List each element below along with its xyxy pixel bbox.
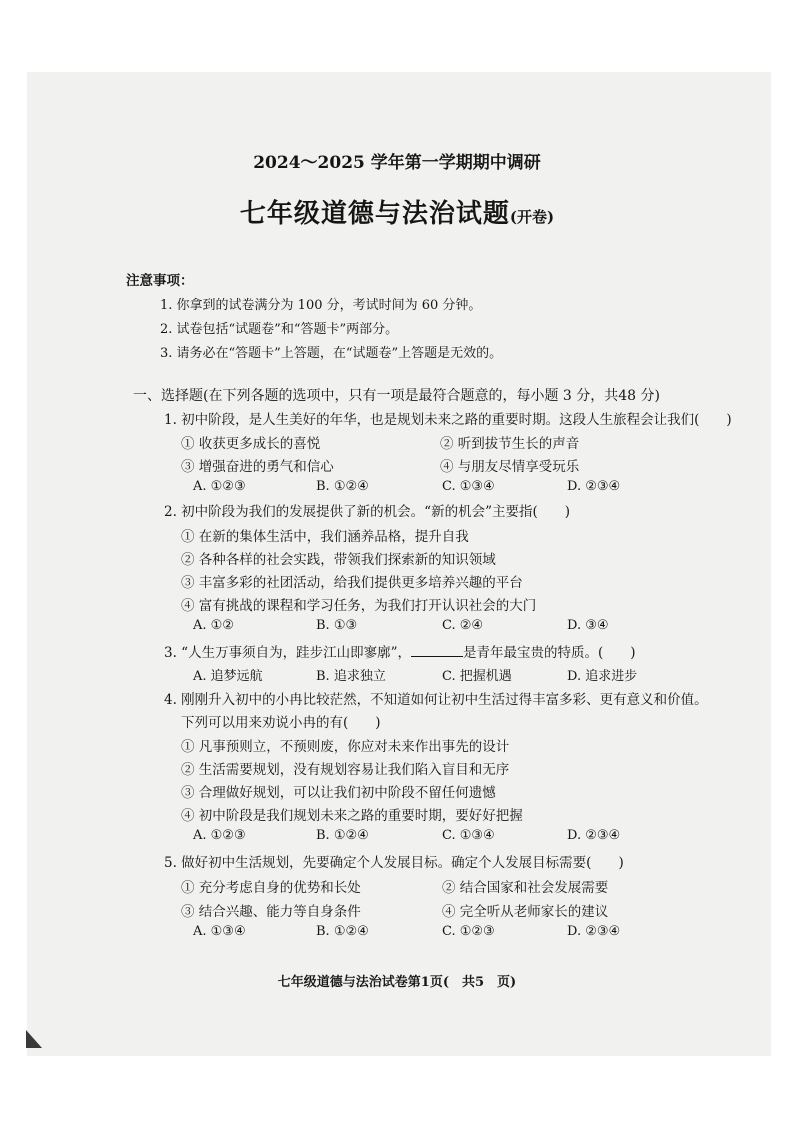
question-2-stem: 2. 初中阶段为我们的发展提供了新的机会。“新的机会”主要指( ) (164, 504, 571, 520)
question-2-option: ③ 丰富多彩的社团活动，给我们提供更多培养兴趣的平台 (181, 575, 523, 591)
question-4-stem-continued: 下列可以用来劝说小冉的有( ) (181, 715, 381, 731)
question-5-choice-c: C. ①②③ (442, 924, 495, 939)
question-1-option: ③ 增强奋进的勇气和信心 (181, 459, 334, 475)
exam-title-note: (开卷) (509, 208, 555, 226)
question-1-choice-c: C. ①③④ (442, 479, 495, 494)
question-5-option: ① 充分考虑自身的优势和长处 (181, 880, 361, 896)
question-1-choice-b: B. ①②④ (316, 479, 369, 494)
notice-item: 1. 你拿到的试卷满分为 100 分，考试时间为 60 分钟。 (160, 298, 482, 313)
question-5-choice-d: D. ②③④ (567, 924, 621, 939)
question-3-choice-d: D. 追求进步 (567, 669, 638, 684)
question-1-stem: 1. 初中阶段，是人生美好的年华，也是规划未来之路的重要时期。这段人生旅程会让我们( ) (164, 412, 732, 428)
question-1-option: ② 听到拔节生长的声音 (440, 436, 580, 452)
question-1-choice-a: A. ①②③ (193, 479, 246, 494)
question-2-choice-c: C. ②④ (442, 618, 484, 633)
question-5-choice-a: A. ①③④ (193, 924, 246, 939)
question-5-option: ③ 结合兴趣、能力等自身条件 (181, 904, 361, 920)
question-2-choice-b: B. ①③ (316, 618, 358, 633)
section-heading: 一、选择题(在下列各题的选项中，只有一项是最符合题意的，每小题 3 分，共48 分) (133, 388, 660, 404)
question-4-choice-c: C. ①③④ (442, 828, 495, 843)
question-1-option: ① 收获更多成长的喜悦 (181, 436, 321, 452)
question-4-choice-a: A. ①②③ (193, 828, 246, 843)
exam-title-text: 七年级道德与法治试题 (239, 199, 510, 229)
question-4-option: ① 凡事预则立，不预则废，你应对未来作出事先的设计 (181, 739, 510, 755)
question-3-choice-a: A. 追梦远航 (193, 669, 263, 684)
question-4-option: ② 生活需要规划，没有规划容易让我们陷入盲目和无序 (181, 762, 510, 778)
question-5-option: ④ 完全听从老师家长的建议 (442, 904, 609, 920)
exam-title (0, 193, 794, 230)
answer-blank (411, 644, 463, 657)
question-2-option: ② 各种各样的社会实践，带领我们探索新的知识领域 (181, 552, 496, 568)
notice-heading: 注意事项： (126, 273, 194, 289)
question-4-option: ③ 合理做好规划，可以让我们初中阶段不留任何遗憾 (181, 785, 496, 801)
notice-item: 2. 试卷包括“试题卷”和“答题卡”两部分。 (160, 322, 399, 337)
question-4-option: ④ 初中阶段是我们规划未来之路的重要时期，要好好把握 (181, 808, 523, 824)
page-footer: 七年级道德与法治试卷第1页( 共5 页) (277, 975, 517, 990)
question-2-choice-a: A. ①② (193, 618, 234, 633)
question-2-choice-d: D. ③④ (567, 618, 609, 633)
question-4-choice-d: D. ②③④ (567, 828, 621, 843)
scan-corner-shadow (26, 1030, 42, 1048)
question-5-choice-b: B. ①②④ (316, 924, 369, 939)
question-2-option: ① 在新的集体生活中，我们涵养品格，提升自我 (181, 529, 469, 545)
question-3-choice-b: B. 追求独立 (316, 669, 386, 684)
notice-item: 3. 请务必在“答题卡”上答题，在“试题卷”上答题是无效的。 (160, 346, 503, 361)
question-3-stem-after: 是青年最宝贵的特质。( ) (462, 645, 636, 661)
question-4-stem: 4. 刚刚升入初中的小冉比较茫然，不知道如何让初中生活过得丰富多彩、更有意义和价值。 (164, 692, 708, 708)
question-3-stem (164, 641, 636, 661)
exam-subtitle: 2024～2025 学年第一学期期中调研 (253, 153, 541, 173)
question-1-option: ④ 与朋友尽情享受玩乐 (440, 459, 580, 475)
question-3-choice-c: C. 把握机遇 (442, 669, 512, 684)
question-5-stem: 5. 做好初中生活规划，先要确定个人发展目标。确定个人发展目标需要( ) (164, 855, 624, 871)
question-5-option: ② 结合国家和社会发展需要 (442, 880, 609, 896)
question-3-stem-before: 3. “人生万事须自为，跬步江山即寥廓”， (164, 645, 411, 661)
question-2-option: ④ 富有挑战的课程和学习任务，为我们打开认识社会的大门 (181, 598, 537, 614)
question-1-choice-d: D. ②③④ (567, 479, 621, 494)
question-4-choice-b: B. ①②④ (316, 828, 369, 843)
